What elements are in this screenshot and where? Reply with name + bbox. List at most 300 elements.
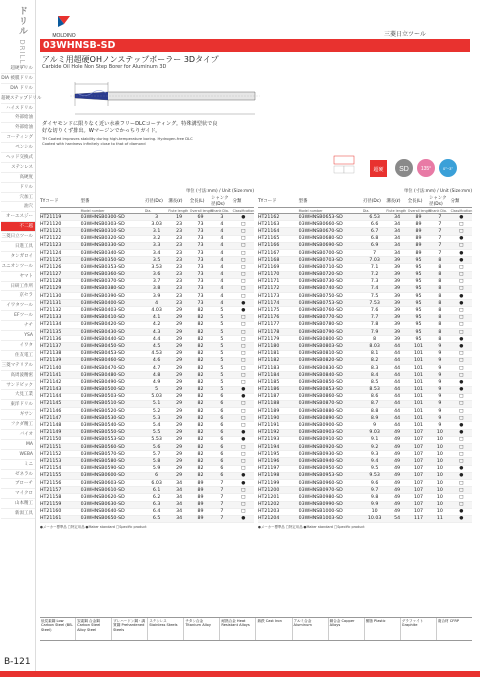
table-cell: 9.53 bbox=[363, 472, 387, 479]
table-cell: 89 bbox=[408, 235, 429, 242]
sidebar-item[interactable]: MA bbox=[1, 440, 35, 450]
sidebar-item[interactable]: 高周波精密 bbox=[1, 371, 35, 381]
sidebar-item[interactable]: 新潟工具 bbox=[1, 509, 35, 519]
table-cell: 03WHNSB0353-SD bbox=[81, 264, 145, 271]
sidebar-item[interactable]: ステンレス bbox=[1, 163, 35, 173]
svg-text:0°~3°: 0°~3° bbox=[443, 166, 453, 171]
table-cell: HT21158 bbox=[40, 494, 81, 501]
table-cell: HT21120 bbox=[40, 221, 81, 228]
sidebar-item[interactable]: マイクロ bbox=[1, 489, 35, 499]
table-row bbox=[40, 307, 254, 314]
table-cell: 10 bbox=[429, 436, 450, 443]
table-cell: 6.6 bbox=[363, 221, 387, 228]
table-cell: 8 bbox=[429, 314, 450, 321]
table-cell: 03WHNSB0490-SD bbox=[81, 379, 145, 386]
table-cell: HT21185 bbox=[258, 379, 299, 386]
table-cell: □ bbox=[451, 393, 472, 400]
table-cell: 03WHNSB0470-SD bbox=[81, 364, 145, 371]
table-cell: ● bbox=[233, 515, 254, 522]
table-cell: 29 bbox=[168, 379, 189, 386]
table-cell: 4.8 bbox=[145, 372, 169, 379]
table-row bbox=[258, 271, 472, 278]
table-cell: 44 bbox=[386, 422, 407, 429]
table-cell: 4.3 bbox=[145, 329, 169, 336]
table-row bbox=[40, 451, 254, 458]
table-cell: 8 bbox=[429, 257, 450, 264]
sidebar-item[interactable]: コーティング bbox=[1, 133, 35, 143]
table-cell: HT21142 bbox=[40, 379, 81, 386]
table-cell: 5.7 bbox=[145, 451, 169, 458]
table-cell: 39 bbox=[386, 257, 407, 264]
product-description-en: TH Coated improves stability during high-temperature boring. Hydrogen-free DLC Coated with hardness infinitely close to that of diamond bbox=[42, 137, 193, 146]
table-cell: 4.6 bbox=[145, 357, 169, 364]
table-cell: 03WHNSB0703-SD bbox=[299, 257, 363, 264]
table-cell: 5.1 bbox=[145, 400, 169, 407]
table-cell: HT21178 bbox=[258, 329, 299, 336]
material-cell: 鋳鉄 Cast Iron bbox=[255, 618, 291, 640]
table-cell: HT21126 bbox=[40, 264, 81, 271]
table-cell: 03WHNSB0930-SD bbox=[299, 451, 363, 458]
table-row bbox=[258, 508, 472, 515]
col-stock: 分類 bbox=[451, 195, 472, 208]
table-cell: 82 bbox=[190, 415, 211, 422]
table-cell: 3.7 bbox=[145, 278, 169, 285]
table-cell: □ bbox=[233, 235, 254, 242]
table-row bbox=[40, 444, 254, 451]
material-cell: ステンレス Stainless Steels bbox=[147, 618, 183, 640]
table-cell: 44 bbox=[386, 357, 407, 364]
table-cell: 6 bbox=[211, 458, 232, 465]
table-cell: 4 bbox=[211, 293, 232, 300]
table-cell: 8 bbox=[429, 285, 450, 292]
table-cell: 9.6 bbox=[363, 479, 387, 486]
table-cell: 73 bbox=[190, 300, 211, 307]
sidebar-item[interactable]: ギサン bbox=[1, 410, 35, 420]
table-row bbox=[258, 336, 472, 343]
table-row bbox=[258, 264, 472, 271]
svg-text:SD: SD bbox=[399, 166, 409, 173]
table-cell: 9 bbox=[363, 422, 387, 429]
sidebar-item[interactable]: 外部給油 bbox=[1, 123, 35, 133]
table-cell: 29 bbox=[168, 458, 189, 465]
table-cell: 10 bbox=[363, 508, 387, 515]
table-cell: 10 bbox=[429, 458, 450, 465]
table-cell: 8 bbox=[429, 293, 450, 300]
sidebar-item[interactable]: 超硬ドリル bbox=[1, 64, 35, 74]
table-cell: 82 bbox=[190, 386, 211, 393]
table-cell: 82 bbox=[190, 422, 211, 429]
table-cell: HT21136 bbox=[40, 336, 81, 343]
table-cell: □ bbox=[233, 379, 254, 386]
sidebar-item[interactable]: フクダ精工 bbox=[1, 420, 35, 430]
table-cell: 39 bbox=[386, 285, 407, 292]
table-row bbox=[258, 422, 472, 429]
table-cell: 6.9 bbox=[363, 242, 387, 249]
sidebar-item[interactable]: イワタ bbox=[1, 341, 35, 351]
table-row bbox=[258, 307, 472, 314]
table-cell: 10 bbox=[429, 479, 450, 486]
table-row bbox=[40, 228, 254, 235]
sidebar-item[interactable]: バイオ bbox=[1, 430, 35, 440]
table-cell: 9 bbox=[429, 415, 450, 422]
table-cell: 29 bbox=[168, 436, 189, 443]
table-cell: 6.53 bbox=[363, 214, 387, 221]
table-cell: 03WHNSB0560-SD bbox=[81, 444, 145, 451]
table-cell: ● bbox=[233, 300, 254, 307]
table-cell: 3.53 bbox=[145, 264, 169, 271]
table-cell: 49 bbox=[386, 458, 407, 465]
table-cell: 03WHNSB0350-SD bbox=[81, 257, 145, 264]
sidebar-item[interactable]: 外部給油 bbox=[1, 113, 35, 123]
sidebar-item[interactable]: ミニ bbox=[1, 460, 35, 470]
table-cell: 7.1 bbox=[363, 264, 387, 271]
table-row bbox=[40, 393, 254, 400]
table-cell: 03WHNSB0330-SD bbox=[81, 242, 145, 249]
table-row bbox=[258, 400, 472, 407]
sidebar-item[interactable]: ヘッド交換式 bbox=[1, 153, 35, 163]
table-cell: 89 bbox=[408, 242, 429, 249]
table-cell: HT21159 bbox=[40, 501, 81, 508]
table-cell: 69 bbox=[190, 214, 211, 221]
table-cell: 10 bbox=[429, 472, 450, 479]
table-cell: 9.4 bbox=[363, 458, 387, 465]
table-cell: □ bbox=[233, 329, 254, 336]
table-cell: 10 bbox=[429, 487, 450, 494]
table-row bbox=[40, 436, 254, 443]
table-cell: HT21175 bbox=[258, 307, 299, 314]
sidebar-item[interactable]: 住友電工 bbox=[1, 351, 35, 361]
table-row bbox=[40, 278, 254, 285]
sidebar-item[interactable]: 京セラ bbox=[1, 291, 35, 301]
table-cell: HT21143 bbox=[40, 386, 81, 393]
table-cell: 4.5 bbox=[145, 343, 169, 350]
sidebar-item[interactable]: WEBA bbox=[1, 450, 35, 460]
sidebar-item[interactable]: 大見工業 bbox=[1, 390, 35, 400]
table-cell: 89 bbox=[190, 479, 211, 486]
svg-text:MOLDINO: MOLDINO bbox=[52, 33, 76, 39]
table-cell: 23 bbox=[168, 271, 189, 278]
sidebar-item[interactable]: ブローチ bbox=[1, 479, 35, 489]
material-cell: 耐熱合金 Heat Resistant Alloys bbox=[219, 618, 255, 640]
table-cell: HT21123 bbox=[40, 242, 81, 249]
col-model: 型番 bbox=[299, 195, 363, 208]
sidebar-item[interactable]: ハイスドリル bbox=[1, 104, 35, 114]
table-cell: 82 bbox=[190, 314, 211, 321]
table-cell: 4.53 bbox=[145, 350, 169, 357]
table-cell: □ bbox=[451, 321, 472, 328]
sidebar-item[interactable]: タンガロイ bbox=[1, 252, 35, 262]
table-cell: 117 bbox=[408, 515, 429, 522]
table-cell: □ bbox=[233, 400, 254, 407]
table-cell: 5.8 bbox=[145, 458, 169, 465]
sidebar-item[interactable]: 油穴 bbox=[1, 202, 35, 212]
table-cell: 73 bbox=[190, 278, 211, 285]
table-cell: 3.8 bbox=[145, 285, 169, 292]
table-cell: 29 bbox=[168, 422, 189, 429]
table-row bbox=[40, 508, 254, 515]
table-cell: 49 bbox=[386, 479, 407, 486]
table-cell: 03WHNSB0750-SD bbox=[299, 293, 363, 300]
table-row bbox=[258, 465, 472, 472]
table-cell: 101 bbox=[408, 364, 429, 371]
table-cell: 82 bbox=[190, 307, 211, 314]
table-cell: 5.53 bbox=[145, 436, 169, 443]
sidebar-item[interactable]: 三菱マテリアル bbox=[1, 361, 35, 371]
sidebar-item[interactable]: 超硬ステップドリル bbox=[1, 94, 35, 104]
table-cell: 03WHNSB0740-SD bbox=[299, 285, 363, 292]
table-cell: ● bbox=[451, 386, 472, 393]
table-cell: □ bbox=[451, 307, 472, 314]
table-cell: 49 bbox=[386, 436, 407, 443]
table-cell: HT21190 bbox=[258, 415, 299, 422]
table-cell: ● bbox=[451, 336, 472, 343]
table-cell: 5 bbox=[145, 386, 169, 393]
material-cell: アルミ合金 Aluminum bbox=[292, 618, 328, 640]
table-cell: □ bbox=[233, 494, 254, 501]
table-cell: 5.3 bbox=[145, 415, 169, 422]
sidebar-item[interactable]: 不二越 bbox=[1, 222, 35, 232]
table-cell: 95 bbox=[408, 329, 429, 336]
table-cell: 82 bbox=[190, 451, 211, 458]
table-cell: 5 bbox=[211, 336, 232, 343]
table-cell: 6 bbox=[145, 472, 169, 479]
sidebar-item[interactable]: ゼネラル bbox=[1, 470, 35, 480]
table-cell: 8 bbox=[429, 329, 450, 336]
table-cell: 23 bbox=[168, 300, 189, 307]
sidebar-item[interactable]: 高硬度 bbox=[1, 173, 35, 183]
sidebar-item[interactable]: ナチ bbox=[1, 321, 35, 331]
sidebar-item[interactable]: 穴加工 bbox=[1, 193, 35, 203]
table-cell: □ bbox=[233, 293, 254, 300]
sidebar-item[interactable]: DIA 被膜ドリル bbox=[1, 74, 35, 84]
table-row bbox=[40, 350, 254, 357]
table-cell: □ bbox=[451, 364, 472, 371]
table-cell: 107 bbox=[408, 458, 429, 465]
col-ds: シャンク径(Ds) bbox=[429, 195, 450, 208]
table-row bbox=[258, 293, 472, 300]
table-row bbox=[40, 415, 254, 422]
table-cell: 34 bbox=[168, 508, 189, 515]
table-cell: 03WHNSB0860-SD bbox=[299, 393, 363, 400]
sidebar-item[interactable]: DIA ドリル bbox=[1, 84, 35, 94]
spec-table-right: 単位 (寸法:mm) / Unit (Size:mm) TYコード 型番 刃径(Dc) 溝長(ℓ) 全長(L) シャンク径(Ds) 分類 Model number Dia. Flute length Overall length Shank Dia. Classification HT21162 03WHNSB0653-SD 6.53 34 89 7 ● HT21163 03WHNSB0660-SD 6.6 34 89 7 □ HT21164 03WHNSB0670-SD 6.7 34 89 7 □ HT21165 03WHNSB0680-SD 6.8 34 89 7 ● HT21166 03WHNSB0690-SD 6.9 34 89 7 □ HT21167 03WHNSB0700-SD 7 34 89 7 ● HT21168 03WHNSB0703-SD 7.03 39 95 8 ● HT21169 03WHNSB0710-SD 7.1 39 95 8 □ HT21170 03WHNSB0720-SD 7.2 39 95 8 □ HT21171 03WHNSB0730-SD 7.3 39 95 8 □ HT21172 03WHNSB0740-SD 7.4 39 95 8 □ HT21173 03WHNSB0750-SD 7.5 39 95 8 ● HT21174 03WHNSB0753-SD 7.53 39 95 8 ● HT21175 03WHNSB0760-SD 7.6 39 95 8 □ HT21176 03WHNSB0770-SD 7.7 39 95 8 □ HT21177 03WHNSB0780-SD 7.8 39 95 8 □ HT21178 03WHNSB0790-SD 7.9 39 95 8 □ HT21179 03WHNSB0800-SD 8 39 95 8 ● HT21180 03WHNSB0803-SD 8.03 44 101 9 ● HT21181 03WHNSB0810-SD 8.1 44 101 9 □ HT21182 03WHNSB0820-SD 8.2 44 101 9 □ HT21183 03WHNSB0830-SD 8.3 44 101 9 □ HT21184 03WHNSB0840-SD 8.4 44 101 9 □ HT21185 03WHNSB0850-SD 8.5 44 101 9 ● HT21186 03WHNSB0853-SD 8.53 44 101 9 ● HT21187 03WHNSB0860-SD 8.6 44 101 9 □ HT21188 03WHNSB0870-SD 8.7 44 101 9 □ HT21189 03WHNSB0880-SD 8.8 44 101 9 □ HT21190 03WHNSB0890-SD 8.9 44 101 9 □ HT21191 03WHNSB0900-SD 9 44 101 9 ● HT21192 03WHNSB0903-SD 9.03 49 107 10 ● HT21193 03WHNSB0910-SD 9.1 49 107 10 □ HT21194 03WHNSB0920-SD 9.2 49 107 10 □ HT21195 03WHNSB0930-SD 9.3 49 107 10 □ HT21196 03WHNSB0940-SD 9.4 49 107 10 □ HT21197 03WHNSB0950-SD 9.5 49 107 10 ● HT21198 03WHNSB0953-SD 9.53 49 107 10 ● HT21199 03WHNSB0960-SD 9.6 49 107 10 □ HT21200 03WHNSB0970-SD 9.7 49 107 10 □ HT21201 03WHNSB0980-SD 9.8 49 107 10 □ HT21202 03WHNSB0990-SD 9.9 49 107 10 □ HT21203 03WHNSB1000-SD 10 49 107 10 ● HT21204 03WHNSB1003-SD 10.03 54 117 11 ● ●メーカー標準品 □特定用品 ●Maker standard □Specific product bbox=[258, 189, 473, 530]
table-cell: 82 bbox=[190, 436, 211, 443]
table-cell: 8.3 bbox=[363, 364, 387, 371]
table-cell: 95 bbox=[408, 278, 429, 285]
table-cell: 03WHNSB1000-SD bbox=[299, 508, 363, 515]
table-cell: 29 bbox=[168, 444, 189, 451]
table-cell: 29 bbox=[168, 393, 189, 400]
table-cell: HT21119 bbox=[40, 214, 81, 221]
table-cell: 8.5 bbox=[363, 379, 387, 386]
table-cell: 3.5 bbox=[145, 257, 169, 264]
table-cell: 6 bbox=[211, 472, 232, 479]
table-cell: 107 bbox=[408, 444, 429, 451]
table-row bbox=[40, 357, 254, 364]
table-cell: 34 bbox=[386, 249, 407, 256]
table-cell: 9 bbox=[429, 422, 450, 429]
sidebar-item[interactable]: 日進工具 bbox=[1, 242, 35, 252]
table-cell: ● bbox=[233, 393, 254, 400]
table-cell: HT21186 bbox=[258, 386, 299, 393]
table-row bbox=[258, 487, 472, 494]
table-cell: 95 bbox=[408, 314, 429, 321]
product-title-en: Carbide Oil Hole Non Step Borer for Aluminum 3D bbox=[42, 64, 167, 70]
sidebar-item[interactable]: ユニオンツール bbox=[1, 262, 35, 272]
table-cell: 03WHNSB0830-SD bbox=[299, 364, 363, 371]
table-cell: HT21183 bbox=[258, 364, 299, 371]
table-cell: HT21198 bbox=[258, 472, 299, 479]
table-row bbox=[40, 400, 254, 407]
table-cell: HT21195 bbox=[258, 451, 299, 458]
table-cell: 39 bbox=[386, 293, 407, 300]
table-cell: 4.4 bbox=[145, 336, 169, 343]
sidebar-item[interactable]: 山本精工 bbox=[1, 499, 35, 509]
table-cell: 73 bbox=[190, 228, 211, 235]
table-cell: □ bbox=[451, 285, 472, 292]
table-cell: 101 bbox=[408, 422, 429, 429]
table-cell: HT21164 bbox=[258, 228, 299, 235]
table-cell: 9.3 bbox=[363, 451, 387, 458]
table-cell: 5 bbox=[211, 386, 232, 393]
table-cell: 6.2 bbox=[145, 494, 169, 501]
sidebar-item[interactable]: 東洋ドリル bbox=[1, 400, 35, 410]
table-cell: 7.9 bbox=[363, 329, 387, 336]
table-cell: 03WHNSB0430-SD bbox=[81, 329, 145, 336]
table-cell: 03WHNSB0500-SD bbox=[81, 386, 145, 393]
table-cell: 03WHNSB0603-SD bbox=[81, 479, 145, 486]
table-cell: □ bbox=[451, 221, 472, 228]
table-cell: 107 bbox=[408, 429, 429, 436]
table-row bbox=[40, 364, 254, 371]
table-cell: HT21154 bbox=[40, 465, 81, 472]
table-row bbox=[40, 501, 254, 508]
table-cell: □ bbox=[233, 314, 254, 321]
table-cell: 44 bbox=[386, 372, 407, 379]
table-cell: □ bbox=[451, 329, 472, 336]
table-cell: 8 bbox=[429, 264, 450, 271]
table-cell: 29 bbox=[168, 336, 189, 343]
table-cell: 9 bbox=[429, 393, 450, 400]
table-cell: 107 bbox=[408, 508, 429, 515]
table-cell: 82 bbox=[190, 357, 211, 364]
table-cell: 4 bbox=[211, 249, 232, 256]
table-cell: 03WHNSB0410-SD bbox=[81, 314, 145, 321]
table-cell: 03WHNSB0620-SD bbox=[81, 494, 145, 501]
table-cell: 29 bbox=[168, 307, 189, 314]
table-cell: 03WHNSB0730-SD bbox=[299, 278, 363, 285]
table-cell: □ bbox=[233, 357, 254, 364]
table-cell: 03WHNSB0310-SD bbox=[81, 228, 145, 235]
sidebar-item[interactable]: オーエスジー bbox=[1, 212, 35, 222]
table-cell: 29 bbox=[168, 400, 189, 407]
table-cell: 03WHNSB0630-SD bbox=[81, 501, 145, 508]
table-cell: HT21165 bbox=[258, 235, 299, 242]
table-cell: 03WHNSB0510-SD bbox=[81, 400, 145, 407]
table-row bbox=[40, 386, 254, 393]
table-cell: 44 bbox=[386, 343, 407, 350]
table-cell: 49 bbox=[386, 501, 407, 508]
table-cell: 39 bbox=[386, 307, 407, 314]
table-cell: 7 bbox=[211, 487, 232, 494]
bottom-accent-bar bbox=[0, 671, 480, 677]
table-row bbox=[40, 235, 254, 242]
table-cell: 6 bbox=[211, 451, 232, 458]
table-cell: 49 bbox=[386, 494, 407, 501]
table-cell: 7.8 bbox=[363, 321, 387, 328]
table-cell: 95 bbox=[408, 321, 429, 328]
table-cell: HT21187 bbox=[258, 393, 299, 400]
table-cell: 5.2 bbox=[145, 408, 169, 415]
table-cell: □ bbox=[451, 451, 472, 458]
table-cell: 23 bbox=[168, 235, 189, 242]
table-cell: ● bbox=[233, 214, 254, 221]
table-cell: 6.8 bbox=[363, 235, 387, 242]
col-L: 全長(L) bbox=[408, 195, 429, 208]
table-row bbox=[40, 329, 254, 336]
sidebar-item[interactable]: ヤマト bbox=[1, 272, 35, 282]
sidebar-item[interactable]: 三菱日立ツール bbox=[1, 232, 35, 242]
table-row bbox=[258, 350, 472, 357]
table-cell: 49 bbox=[386, 429, 407, 436]
table-cell: HT21184 bbox=[258, 372, 299, 379]
table-cell: 3 bbox=[211, 214, 232, 221]
table-cell: 9 bbox=[429, 350, 450, 357]
table-cell: HT21145 bbox=[40, 400, 81, 407]
table-cell: 5 bbox=[211, 357, 232, 364]
table-row bbox=[40, 249, 254, 256]
table-row bbox=[40, 343, 254, 350]
table-cell: 49 bbox=[386, 508, 407, 515]
table-cell: 03WHNSB0803-SD bbox=[299, 343, 363, 350]
table-cell: HT21167 bbox=[258, 249, 299, 256]
table-row bbox=[40, 372, 254, 379]
svg-text:135°: 135° bbox=[420, 166, 432, 172]
sidebar-item[interactable]: ドリル bbox=[1, 183, 35, 193]
table-cell: 5.03 bbox=[145, 393, 169, 400]
sidebar-item[interactable]: YSA bbox=[1, 331, 35, 341]
table-cell: HT21127 bbox=[40, 271, 81, 278]
table-cell: 03WHNSB0800-SD bbox=[299, 336, 363, 343]
table-cell: HT21160 bbox=[40, 508, 81, 515]
col-L: 全長(L) bbox=[190, 195, 211, 208]
sidebar-item[interactable]: ペンシル bbox=[1, 143, 35, 153]
table-row bbox=[40, 408, 254, 415]
table-row bbox=[258, 364, 472, 371]
table-cell: 4 bbox=[211, 257, 232, 264]
table-row bbox=[40, 458, 254, 465]
table-cell: 82 bbox=[190, 329, 211, 336]
table-row bbox=[258, 329, 472, 336]
table-cell: □ bbox=[451, 372, 472, 379]
sidebar-item[interactable]: サンドビック bbox=[1, 381, 35, 391]
table-cell: 44 bbox=[386, 386, 407, 393]
table-cell: 03WHNSB0880-SD bbox=[299, 408, 363, 415]
table-cell: HT21179 bbox=[258, 336, 299, 343]
sidebar-item[interactable]: イワタツール bbox=[1, 301, 35, 311]
table-cell: 34 bbox=[386, 242, 407, 249]
sidebar-item[interactable]: 日研工作所 bbox=[1, 282, 35, 292]
table-cell: □ bbox=[451, 458, 472, 465]
table-cell: 7.03 bbox=[363, 257, 387, 264]
legend-note: ●メーカー標準品 □特定用品 ●Maker standard □Specific product bbox=[40, 525, 147, 530]
table-cell: HT21191 bbox=[258, 422, 299, 429]
table-row bbox=[40, 314, 254, 321]
sidebar bbox=[0, 0, 42, 677]
table-cell: 3.4 bbox=[145, 249, 169, 256]
table-cell: 101 bbox=[408, 393, 429, 400]
sidebar-item[interactable]: EFツール bbox=[1, 311, 35, 321]
